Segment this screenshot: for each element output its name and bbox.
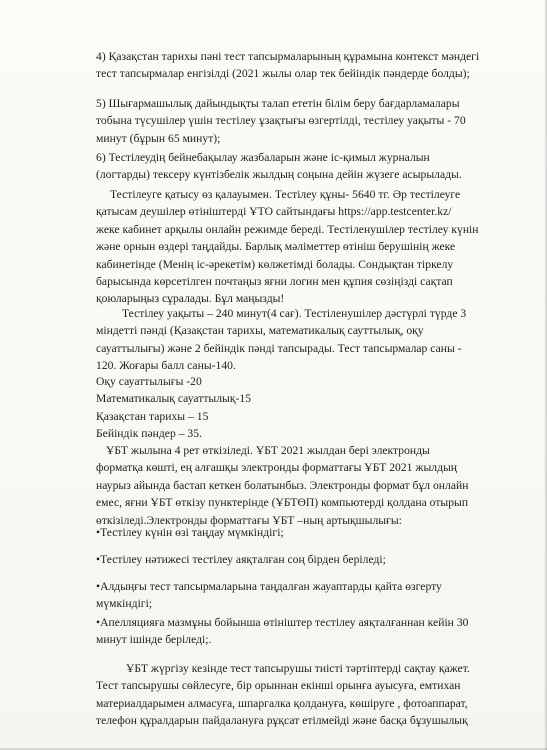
text-line: наурыз айында бастап кеткен болатынбыз. Электронды формат бұл онлайн	[96, 478, 469, 492]
paragraph-point-4	[96, 48, 479, 83]
text-line: Тестілеуге қатысу өз қалауымен. Тестілеу құны- 5640 тг. Әр тестілеуге	[110, 188, 461, 201]
text-line: минут ішінде беріледі;.	[96, 633, 212, 647]
text-line: Тест тапсырушы сөйлесуге, бір орыннан екінші орынға ауысуға, емтихан	[96, 679, 461, 693]
text-line: кабинетінде (Менің іс-әрекетім) көлжетімді болады. Сондықтан тіркелу	[96, 257, 454, 271]
text-line: ҰБТ жүргізу кезінде тест тапсырушы тиісті тәртіптерді сақтау қажет.	[126, 662, 470, 675]
text-line: міндетті пәнді (Қазақстан тарихы, математикалық сауттылық, оқу	[96, 324, 424, 338]
bullet-item	[96, 551, 386, 568]
paragraph-point-5	[96, 95, 466, 147]
score-list	[96, 373, 251, 443]
text-line: •Тестілеу күнін өзі таңдау мүмкіндігі;	[96, 526, 284, 539]
text-line: барысында көрсетілген почтаңыз яғни логин мен құпия сөзіңізді сақтап	[96, 275, 453, 289]
text-line: 4) Қазақстан тарихы пәні тест тапсырмаларының құрамына контекст мәндегі	[96, 50, 480, 63]
text-line: •Тестілеу нәтижесі тестілеу аяқталған соң бірден беріледі;	[96, 553, 386, 566]
text-line: және орнын өздері таңдайды. Барлық мәліметтер өтініш берушінің жеке	[96, 240, 456, 254]
list-item: Қазақстан тарихы – 15	[96, 409, 209, 423]
bullet-item	[96, 524, 284, 541]
paragraph-electronic-format	[96, 442, 468, 529]
paragraph-point-6	[96, 149, 462, 184]
list-item: Математикалық сауаттылық-15	[96, 392, 252, 406]
text-line: •Алдыңғы тест тапсырмаларына таңдалған жауаптарды қайта өзгерту	[96, 580, 442, 593]
text-line: материалдарымен алмасуға, шпаргалка қолдануға, көшіруге , фотоаппарат,	[96, 696, 468, 710]
bullet-item	[96, 614, 468, 649]
bullet-item	[96, 578, 442, 613]
text-line: 5) Шығармашылық дайындықты талап ететін білім беру бағдарламалары	[96, 97, 460, 110]
text-line: мүмкіндігі;	[96, 597, 153, 611]
paragraph-rules	[96, 660, 470, 730]
text-line: тест тапсырмалар енгізілді (2021 жылы олар тек бейіндік пәндерде болды);	[96, 67, 470, 81]
text-line: телефон құралдарын пайдалануға рұқсат етілмейді және басқа бұзушылық	[96, 714, 468, 728]
text-line: форматқа көшті, ең алғашқы электронды форматтағы ҰБТ 2021 жылдың	[96, 461, 458, 475]
text-line: ҰБТ жылына 4 рет өткізіледі. ҰБТ 2021 жылдан бері электронды	[106, 444, 430, 457]
text-line: 6) Тестілеудің бейнебақылау жазбаларын және іс-қимыл журналын	[96, 151, 430, 164]
text-line: қатысам деушілер өтініштерді ҰТО сайтындағы https://app.testcenter.kz/	[96, 205, 452, 219]
list-item: Бейіндік пәндер – 35.	[96, 427, 202, 441]
text-line: өткізіледі.Электронды форматтағы ҰБТ –ның артықшылығы:	[96, 513, 402, 527]
text-line: Тестілеу уақыты – 240 минут(4 сағ). Тестіленушілер дәстүрлі түрде 3	[122, 307, 467, 320]
paragraph-registration	[96, 186, 479, 308]
text-line: •Апелляцияға мазмұны бойынша өтініштер тестілеу аяқталғаннан кейін 30	[96, 616, 469, 629]
text-line: 120. Жоғары балл саны-140.	[96, 359, 236, 373]
text-line: жеке кабинет арқылы онлайн режимде береді. Тестіленушілер тестілеу күнін	[96, 222, 479, 236]
text-line: (логтарды) тексеру күнтізбелік жылдың соңына дейін жүзеге асырылады.	[96, 168, 462, 182]
text-line: емес, яғни ҰБТ өткізу пунктерінде (ҰБТӨП) компьютерді қолдана отырып	[96, 496, 469, 510]
text-line: қоюларыңыз сұралады. Бұл маңызды!	[96, 292, 285, 306]
text-line: тобына түсушілер үшін тестілеу ұзақтығы өзгертілді, тестілеу уақыты - 70	[96, 114, 466, 128]
text-line: сауаттылығы) және 2 бейіндік пәнді тапсырады. Тест тапсырмалар саны -	[96, 341, 462, 355]
list-item: Оқу сауаттылығы -20	[96, 375, 202, 388]
paragraph-duration	[96, 305, 466, 375]
text-line: минут (бұрын 65 минут);	[96, 131, 221, 145]
